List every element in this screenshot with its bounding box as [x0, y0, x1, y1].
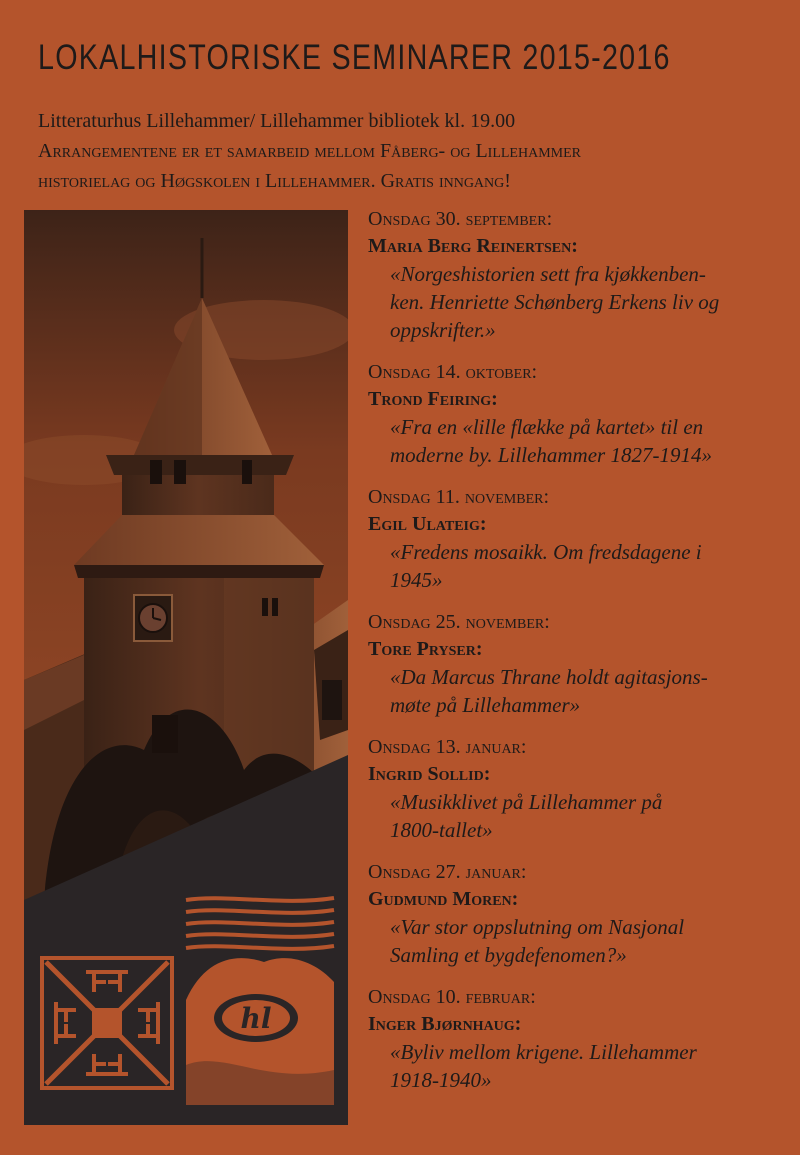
- event-date: Onsdag 10. februar:: [368, 986, 536, 1008]
- talk-line: «Byliv mellom krigene. Lillehammer: [390, 1040, 697, 1064]
- talk-line: oppskrifter.»: [390, 318, 496, 342]
- event-item: [368, 859, 788, 969]
- event-talk-title: [368, 1038, 788, 1094]
- tower-photo: [24, 210, 348, 1125]
- event-date: Onsdag 25. november:: [368, 611, 550, 633]
- talk-line: 1918-1940»: [390, 1068, 492, 1092]
- event-item: [368, 609, 788, 719]
- event-item: [368, 484, 788, 594]
- intro-text: [38, 106, 768, 196]
- event-speaker: Tore Pryser:: [368, 638, 483, 660]
- talk-line: 1945»: [390, 568, 443, 592]
- event-talk-title: [368, 260, 788, 344]
- event-date: Onsdag 14. oktober:: [368, 361, 538, 383]
- event-item: [368, 984, 788, 1094]
- talk-line: ken. Henriette Schønberg Erkens liv og: [390, 290, 720, 314]
- intro-line-venue: Litteraturhus Lillehammer/ Lillehammer bibliotek kl. 19.00: [38, 110, 516, 132]
- page-title: LOKALHISTORISKE SEMINARER 2015-2016: [38, 38, 671, 77]
- event-item: [368, 734, 788, 844]
- talk-line: «Fra en «lille flække på kartet» til en: [390, 415, 704, 439]
- talk-line: «Da Marcus Thrane holdt agitasjons-: [390, 665, 708, 689]
- event-talk-title: [368, 413, 788, 469]
- event-speaker: Maria Berg Reinertsen:: [368, 235, 578, 257]
- event-item: [368, 359, 788, 469]
- event-speaker: Ingrid Sollid:: [368, 763, 491, 785]
- talk-line: «Norgeshistorien sett fra kjøkkenben-: [390, 262, 706, 286]
- tower-photo-panel: [24, 210, 348, 1125]
- event-talk-title: [368, 538, 788, 594]
- event-date: Onsdag 30. september:: [368, 208, 553, 230]
- talk-line: «Fredens mosaikk. Om fredsdagene i: [390, 540, 702, 564]
- event-speaker: Egil Ulateig:: [368, 513, 487, 535]
- event-talk-title: [368, 913, 788, 969]
- talk-line: «Musikklivet på Lillehammer på: [390, 790, 663, 814]
- seminar-schedule: [368, 206, 788, 1109]
- event-date: Onsdag 27. januar:: [368, 861, 527, 883]
- talk-line: Samling et bygdefenomen?»: [390, 943, 627, 967]
- talk-line: moderne by. Lillehammer 1827-1914»: [390, 443, 712, 467]
- event-talk-title: [368, 663, 788, 719]
- intro-line-entry: historielag og Høgskolen i Lillehammer. Gratis inngang!: [38, 170, 511, 192]
- event-speaker: Inger Bjørnhaug:: [368, 1013, 522, 1035]
- talk-line: «Var stor oppslutning om Nasjonal: [390, 915, 685, 939]
- event-date: Onsdag 11. november:: [368, 486, 550, 508]
- intro-line-collaboration: Arrangementene er et samarbeid mellom Fåberg- og Lillehammer: [38, 140, 581, 162]
- event-talk-title: [368, 788, 788, 844]
- event-speaker: Gudmund Moren:: [368, 888, 519, 910]
- event-item: [368, 206, 788, 344]
- svg-text:hl: hl: [240, 1002, 272, 1035]
- talk-line: møte på Lillehammer»: [390, 693, 581, 717]
- talk-line: 1800-tallet»: [390, 818, 493, 842]
- event-date: Onsdag 13. januar:: [368, 736, 527, 758]
- event-speaker: Trond Feiring:: [368, 388, 498, 410]
